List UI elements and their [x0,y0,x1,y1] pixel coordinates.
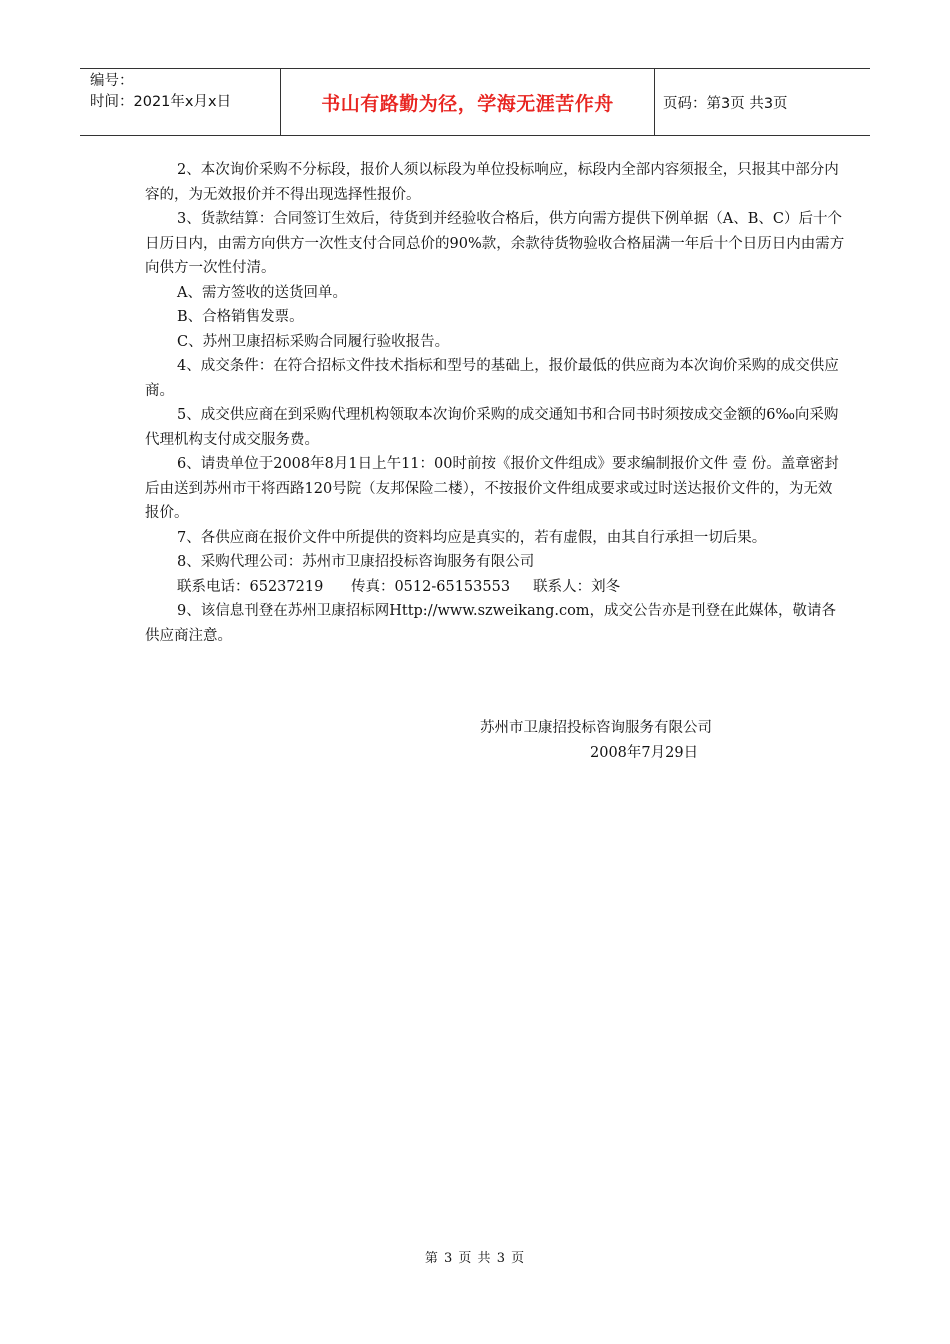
paragraph-2: 2、本次询价采购不分标段，报价人须以标段为单位投标响应，标段内全部内容须报全，只报其中部分内容的，为无效报价并不得出现选择性报价。 [145,162,839,203]
paragraph-6: 6、请贵单位于2008年8月1日上午11：00时前按《报价文件组成》要求编制报价文件 壹 份。盖章密封后由送到苏州市干将西路120号院（友邦保险二楼），不按报价文件组成要求或过时送达报价文件的，为无效报价。 [145,456,839,521]
header-time-label: 时间：2021年x月x日 [90,94,232,110]
header-page-info: 页码：第3页 共3页 [663,95,788,112]
signature-company: 苏州市卫康招投标咨询服务有限公司 [480,720,712,736]
contact-line: 联系电话：65237219 传真：0512-65153553 联系人：刘冬 [177,578,621,595]
header-meta [80,69,281,135]
paragraph-3a: A、需方签收的送货回单。 [177,284,347,301]
header-number-label: 编号： [90,73,134,89]
signature-date: 2008年7月29日 [590,744,699,761]
paragraph-7: 7、各供应商在报价文件中所提供的资料均应是真实的，若有虚假，由其自行承担一切后果。 [177,529,767,546]
paragraph-3b: B、合格销售发票。 [177,309,304,325]
paragraph-8: 8、采购代理公司：苏州市卫康招投标咨询服务有限公司 [177,554,535,570]
paragraph-5: 5、成交供应商在到采购代理机构领取本次询价采购的成交通知书和合同书时须按成交金额的6‰向采购代理机构支付成交服务费。 [145,407,839,448]
paragraph-4: 4、成交条件：在符合招标文件技术指标和型号的基础上，报价最低的供应商为本次询价采购的成交供应商。 [145,358,839,399]
paragraph-9: 9、该信息刊登在苏州卫康招标网Http://www.szweikang.com，成交公告亦是刊登在此媒体，敬请各供应商注意。 [145,603,837,644]
page-header [80,68,870,136]
signature-block [480,716,780,765]
paragraph-3: 3、货款结算：合同签订生效后，待货到并经验收合格后，供方向需方提供下例单据（A、B、C）后十个日历日内，由需方向供方一次性支付合同总价的90%款，余款待货物验收合格届满一年后十个日历日内由需方向供方一次性付清。 [145,211,845,276]
document-body [145,158,845,648]
paragraph-3c: C、苏州卫康招标采购合同履行验收报告。 [177,333,450,350]
header-motto: 书山有路勤为径，学海无涯苦作舟 [281,69,655,135]
page-footer: 第 3 页 共 3 页 [424,1251,526,1266]
